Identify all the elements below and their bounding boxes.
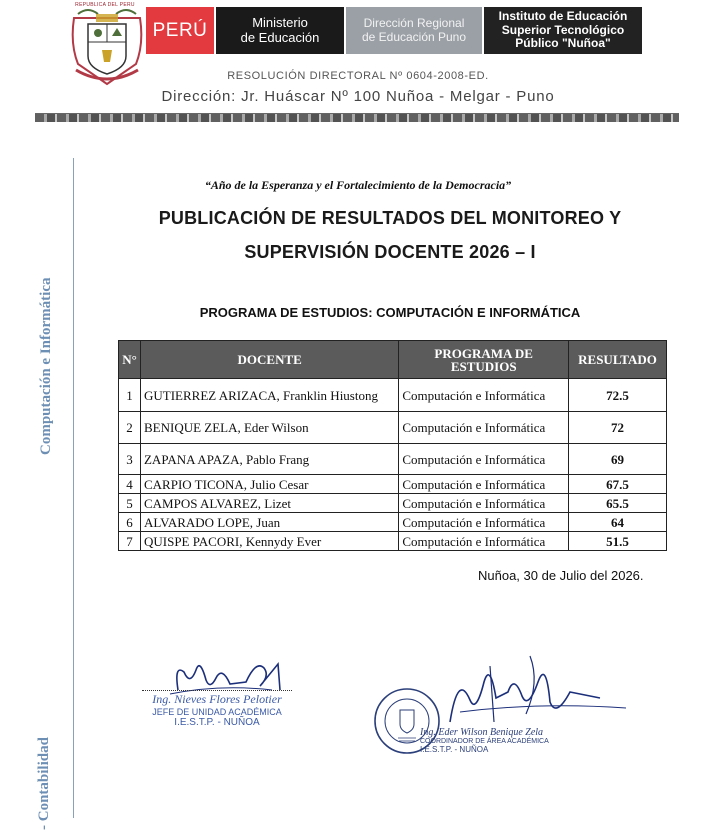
header-teacher: DOCENTE xyxy=(140,341,398,379)
study-program-heading: PROGRAMA DE ESTUDIOS: COMPUTACIÓN E INFORMÁTICA xyxy=(199,305,581,320)
result-score: 67.5 xyxy=(569,475,667,494)
institute-logo xyxy=(484,7,642,54)
teacher-name: CAMPOS ALVAREZ, Lizet xyxy=(140,494,398,513)
program-name: Computación e Informática xyxy=(399,494,569,513)
program-name: Computación e Informática xyxy=(399,444,569,475)
signature-right xyxy=(420,727,550,754)
row-number: 1 xyxy=(119,379,141,412)
resolution-number: RESOLUCIÓN DIRECTORAL Nº 0604-2008-ED. xyxy=(227,70,489,82)
row-number: 5 xyxy=(119,494,141,513)
signatory-name: Ing. Eder Wilson Benique Zela xyxy=(420,727,544,738)
teacher-name: BENIQUE ZELA, Eder Wilson xyxy=(140,412,398,444)
result-score: 65.5 xyxy=(569,494,667,513)
header-result: RESULTADO xyxy=(569,341,667,379)
row-number: 6 xyxy=(119,513,141,532)
teacher-name: GUTIERREZ ARIZACA, Franklin Hiustong xyxy=(140,379,398,412)
institute-line-3: Público "Nuñoa" xyxy=(515,36,611,51)
teacher-name: CARPIO TICONA, Julio Cesar xyxy=(140,475,398,494)
table-row xyxy=(119,532,667,551)
program-name: Computación e Informática xyxy=(399,379,569,412)
teacher-name: ALVARADO LOPE, Juan xyxy=(140,513,398,532)
row-number: 7 xyxy=(119,532,141,551)
ministry-line-2: de Educación xyxy=(240,29,320,45)
row-number: 3 xyxy=(119,444,141,475)
document-title-line-2: SUPERVISIÓN DOCENTE 2026 – I xyxy=(244,242,536,262)
program-name: Computación e Informática xyxy=(399,412,569,444)
header-number: N° xyxy=(119,341,141,379)
margin-program-label-2: - Contabilidad xyxy=(36,737,52,830)
institute-line-1: Instituto de Educación xyxy=(498,8,628,23)
peru-label: PERÚ xyxy=(152,19,208,41)
signature-line xyxy=(142,690,292,691)
ministry-line-1: Ministerio xyxy=(252,14,308,30)
result-score: 72 xyxy=(569,412,667,444)
year-motto: “Año de la Esperanza y el Fortalecimiento de la Democracia” xyxy=(204,178,512,192)
signatory-role: JEFE DE UNIDAD ACADÉMICA xyxy=(152,707,282,717)
result-score: 69 xyxy=(569,444,667,475)
signature-left xyxy=(142,690,292,728)
crest-caption: REPUBLICA DEL PERU xyxy=(75,2,135,8)
document-title-line-1: PUBLICACIÓN DE RESULTADOS DEL MONITOREO Y xyxy=(158,208,622,228)
teacher-name: ZAPANA APAZA, Pablo Frang xyxy=(140,444,398,475)
results-table xyxy=(118,340,667,551)
table-header-row xyxy=(119,341,667,379)
result-score: 51.5 xyxy=(569,532,667,551)
signatory-name: Ing. Nieves Flores Pelotier xyxy=(152,692,282,706)
table-row xyxy=(119,494,667,513)
table-row xyxy=(119,475,667,494)
signatory-institution: I.E.S.T.P. - NUÑOA xyxy=(420,745,489,754)
signatory-institution: I.E.S.T.P. - NUÑOA xyxy=(174,717,260,728)
row-number: 4 xyxy=(119,475,141,494)
program-name: Computación e Informática xyxy=(399,513,569,532)
teacher-name: QUISPE PACORI, Kennydy Ever xyxy=(140,532,398,551)
ministry-logo xyxy=(216,7,344,54)
row-number: 2 xyxy=(119,412,141,444)
table-row xyxy=(119,513,667,532)
table-row xyxy=(119,412,667,444)
signatory-role: COORDINADOR DE ÁREA ACADÉMICA xyxy=(420,738,549,745)
table-row xyxy=(119,444,667,475)
peru-logo xyxy=(146,7,214,54)
document-date: Nuñoa, 30 de Julio del 2026. xyxy=(478,568,644,583)
institute-address: Dirección: Jr. Huáscar Nº 100 Nuñoa - Melgar - Puno xyxy=(161,88,555,105)
program-name: Computación e Informática xyxy=(399,475,569,494)
table-row xyxy=(119,379,667,412)
regional-line-2: de Educación Puno xyxy=(361,29,467,44)
margin-line xyxy=(73,158,74,818)
institute-line-2: Superior Tecnológico xyxy=(501,22,625,37)
header-divider xyxy=(35,114,679,122)
regional-line-1: Dirección Regional xyxy=(363,15,465,30)
result-score: 72.5 xyxy=(569,379,667,412)
margin-program-label: Computación e Informática xyxy=(38,277,54,455)
result-score: 64 xyxy=(569,513,667,532)
signature-right-scribble-icon xyxy=(430,652,630,734)
program-name: Computación e Informática xyxy=(399,532,569,551)
regional-direction-logo xyxy=(346,7,482,54)
header-program: PROGRAMA DE ESTUDIOS xyxy=(399,341,569,379)
